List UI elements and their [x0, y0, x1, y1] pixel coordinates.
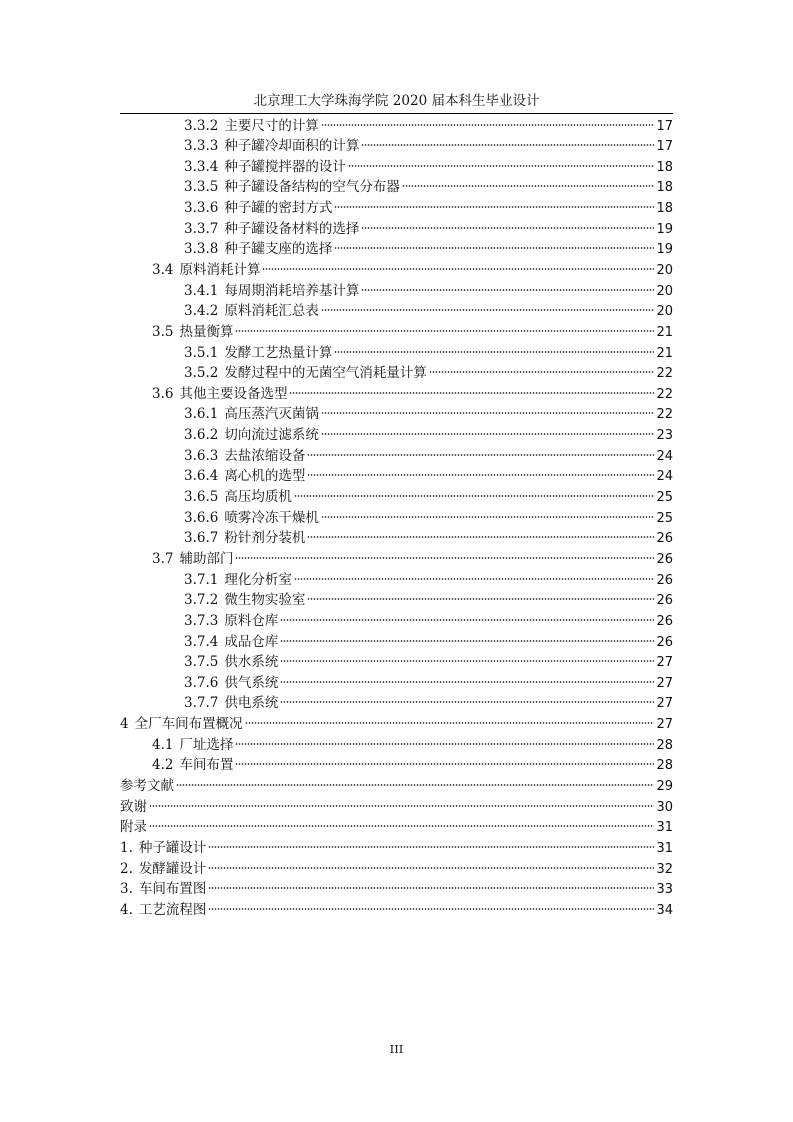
- toc-entry[interactable]: [120, 817, 673, 838]
- toc-entry[interactable]: [120, 239, 673, 260]
- toc-entry[interactable]: [120, 322, 673, 343]
- toc-entry-page: 26: [656, 593, 673, 609]
- toc-entry-label: 发酵工艺热量计算: [224, 344, 333, 361]
- toc-entry-label: 供水系统: [224, 654, 279, 671]
- toc-entry-page: 20: [656, 283, 673, 299]
- toc-entry-page: 21: [656, 345, 673, 361]
- toc-entry-number: 2.: [120, 860, 133, 877]
- toc-entry-label: 高压均质机: [224, 489, 292, 506]
- toc-entry-page: 24: [656, 469, 673, 485]
- page-number: III: [389, 1042, 404, 1056]
- toc-entry-number: 3.5.2: [184, 365, 219, 382]
- toc-entry-page: 23: [656, 428, 673, 444]
- toc-entry[interactable]: [120, 136, 673, 157]
- toc-entry-label: 原料消耗计算: [179, 261, 261, 278]
- dot-leader: [361, 289, 654, 291]
- header-rule: [120, 113, 673, 114]
- toc-entry[interactable]: [120, 611, 673, 632]
- dot-leader: [294, 495, 655, 497]
- toc-entry-page: 25: [656, 490, 673, 506]
- toc-entry-number: 3.4.2: [184, 303, 219, 320]
- dot-leader: [280, 640, 654, 642]
- toc-entry-label: 热量衡算: [179, 323, 234, 340]
- toc-entry-number: 3.7.3: [184, 612, 219, 629]
- toc-entry-number: 3.7.7: [184, 695, 219, 712]
- toc-entry-label: 种子罐支座的选择: [224, 241, 333, 258]
- toc-entry-page: 26: [656, 572, 673, 588]
- dot-leader: [280, 619, 654, 621]
- toc-entry-page: 30: [656, 799, 673, 815]
- toc-entry-number: 3.4: [152, 261, 174, 278]
- dot-leader: [321, 124, 655, 126]
- toc-entry[interactable]: [120, 673, 673, 694]
- toc-entry-page: 19: [656, 242, 673, 258]
- toc-entry[interactable]: [120, 549, 673, 570]
- dot-leader: [235, 763, 654, 765]
- toc-entry-number: 1.: [120, 839, 133, 856]
- toc-entry[interactable]: [120, 177, 673, 198]
- toc-entry-page: 26: [656, 634, 673, 650]
- toc-entry-page: 26: [656, 551, 673, 567]
- toc-entry-label: 离心机的选型: [224, 468, 306, 485]
- toc-entry[interactable]: [120, 198, 673, 219]
- toc-entry-label: 工艺流程图: [138, 901, 207, 918]
- toc-entry-number: 3.6.3: [184, 447, 219, 464]
- dot-leader: [235, 330, 654, 332]
- dot-leader: [307, 598, 654, 600]
- toc-entry-label: 理化分析室: [224, 571, 292, 588]
- dot-leader: [149, 805, 654, 807]
- toc-entry-page: 31: [656, 840, 673, 856]
- toc-entry-label: 成品仓库: [224, 633, 279, 650]
- toc-entry[interactable]: [120, 570, 673, 591]
- toc-entry-page: 18: [656, 180, 673, 196]
- toc-entry-label: 其他主要设备选型: [179, 385, 288, 402]
- toc-entry[interactable]: [120, 384, 673, 405]
- dot-leader: [294, 578, 655, 580]
- toc-entry-number: 4.1: [152, 736, 174, 753]
- dot-leader: [321, 412, 655, 414]
- toc-entry-number: 3.7.6: [184, 674, 219, 691]
- toc-entry-number: 3.3.2: [184, 117, 219, 134]
- toc-entry[interactable]: [120, 343, 673, 364]
- toc-entry-page: 19: [656, 221, 673, 237]
- toc-entry[interactable]: [120, 116, 673, 137]
- toc-entry-label: 种子罐冷却面积的计算: [224, 138, 360, 155]
- toc-entry-label: 参考文献: [120, 778, 174, 794]
- toc-entry-number: 3.6.4: [184, 468, 219, 485]
- toc-entry-page: 27: [656, 655, 673, 671]
- toc-entry-number: 3.3.8: [184, 241, 219, 258]
- dot-leader: [321, 309, 655, 311]
- dot-leader: [334, 351, 654, 353]
- toc-entry-label: 供气系统: [224, 674, 279, 691]
- dot-leader: [361, 144, 654, 146]
- toc-entry-page: 29: [656, 779, 673, 794]
- toc-entry-number: 3.7.1: [184, 571, 219, 588]
- toc-entry[interactable]: [120, 590, 673, 611]
- toc-entry-label: 车间布置图: [138, 881, 207, 898]
- toc-entry-number: 3.6: [152, 385, 174, 402]
- dot-leader: [245, 722, 655, 724]
- toc-entry-label: 微生物实验室: [224, 592, 306, 609]
- toc-entry[interactable]: [120, 652, 673, 673]
- toc-entry-label: 附录: [120, 819, 147, 836]
- toc-entry-number: 3.6.2: [184, 427, 219, 444]
- toc-entry[interactable]: [120, 528, 673, 549]
- toc-entry[interactable]: [120, 838, 673, 859]
- dot-leader: [208, 908, 654, 910]
- toc-entry-label: 种子罐设备结构的空气分布器: [224, 179, 400, 196]
- toc-entry-label: 喷雾冷冻干燥机: [224, 509, 319, 526]
- toc-entry-page: 21: [656, 324, 673, 340]
- toc-entry-page: 22: [656, 366, 673, 382]
- dot-leader: [307, 474, 654, 476]
- dot-leader: [280, 660, 654, 662]
- toc-entry[interactable]: [120, 776, 673, 797]
- dot-leader: [280, 681, 654, 683]
- toc-entry-number: 4.: [120, 901, 133, 918]
- toc-entry-label: 供电系统: [224, 695, 279, 712]
- toc-entry-page: 22: [656, 407, 673, 423]
- toc-entry-label: 辅助部门: [179, 550, 234, 567]
- toc-entry-page: 18: [656, 159, 673, 175]
- toc-entry-number: 3.7.5: [184, 654, 219, 671]
- toc-entry-page: 17: [656, 118, 673, 134]
- toc-entry[interactable]: [120, 859, 673, 880]
- toc-entry-number: 3.6.7: [184, 530, 219, 547]
- dot-leader: [334, 206, 654, 208]
- toc-entry-page: 25: [656, 510, 673, 526]
- toc-entry-number: 3.5: [152, 323, 174, 340]
- toc-entry-label: 全厂车间布置概况: [134, 716, 243, 733]
- toc-entry-label: 发酵过程中的无菌空气消耗量计算: [224, 365, 427, 382]
- toc-entry-page: 28: [656, 758, 673, 774]
- toc-entry-page: 22: [656, 386, 673, 402]
- toc-entry-number: 3.7: [152, 550, 174, 567]
- dot-leader: [208, 887, 654, 889]
- toc-entry-number: 3.6.1: [184, 406, 219, 423]
- dot-leader: [307, 454, 654, 456]
- dot-leader: [262, 268, 654, 270]
- toc-entry-label: 主要尺寸的计算: [224, 117, 319, 134]
- dot-leader: [176, 784, 654, 786]
- dot-leader: [361, 227, 654, 229]
- toc-entry-page: 27: [656, 675, 673, 691]
- toc-entry-number: 3.: [120, 881, 133, 898]
- toc-entry-page: 18: [656, 201, 673, 217]
- toc-entry-number: 3.3.3: [184, 138, 219, 155]
- toc-entry-page: 34: [656, 902, 673, 918]
- toc-entry-page: 17: [656, 139, 673, 155]
- toc-entry-page: 27: [656, 696, 673, 712]
- toc-entry[interactable]: [120, 487, 673, 508]
- toc-entry-label: 种子罐设备材料的选择: [224, 220, 360, 237]
- toc-entry[interactable]: [120, 219, 673, 240]
- toc-entry[interactable]: [120, 508, 673, 529]
- dot-leader: [348, 165, 655, 167]
- toc-entry-label: 致谢: [120, 798, 147, 815]
- toc-entry-page: 28: [656, 737, 673, 753]
- toc-entry[interactable]: [120, 632, 673, 653]
- toc-entry[interactable]: [120, 363, 673, 384]
- toc-entry-label: 种子罐设计: [138, 839, 207, 856]
- toc-entry-page: 20: [656, 262, 673, 278]
- toc-entry[interactable]: [120, 755, 673, 776]
- dot-leader: [289, 392, 654, 394]
- toc-entry-number: 3.3.7: [184, 220, 219, 237]
- toc-entry-label: 车间布置: [179, 757, 234, 774]
- dot-leader: [321, 516, 655, 518]
- dot-leader: [280, 701, 654, 703]
- dot-leader: [334, 247, 654, 249]
- toc-entry[interactable]: [120, 281, 673, 302]
- toc-entry[interactable]: [120, 260, 673, 281]
- dot-leader: [235, 743, 654, 745]
- toc-entry-label: 切向流过滤系统: [224, 427, 319, 444]
- toc-entry-number: 3.3.5: [184, 179, 219, 196]
- toc-entry-number: 3.3.6: [184, 200, 219, 217]
- toc-entry-page: 33: [656, 882, 673, 898]
- table-of-contents: [120, 116, 673, 921]
- toc-entry-number: 4.2: [152, 757, 174, 774]
- toc-entry-page: 20: [656, 304, 673, 320]
- dot-leader: [321, 433, 655, 435]
- toc-entry[interactable]: [120, 466, 673, 487]
- toc-entry[interactable]: [120, 735, 673, 756]
- toc-entry[interactable]: [120, 797, 673, 818]
- toc-entry-label: 厂址选择: [179, 736, 234, 753]
- toc-entry-page: 26: [656, 613, 673, 629]
- toc-entry-label: 种子罐搅拌器的设计: [224, 158, 346, 175]
- toc-entry-number: 3.4.1: [184, 282, 219, 299]
- toc-entry-label: 高压蒸汽灭菌锅: [224, 406, 319, 423]
- toc-entry-label: 原料消耗汇总表: [224, 303, 319, 320]
- toc-entry-number: 4: [120, 716, 129, 733]
- toc-entry-page: 26: [656, 531, 673, 547]
- toc-entry-page: 27: [656, 717, 673, 733]
- toc-entry-page: 24: [656, 448, 673, 464]
- toc-entry-number: 3.5.1: [184, 344, 219, 361]
- toc-entry[interactable]: [120, 301, 673, 322]
- toc-entry-label: 每周期消耗培养基计算: [224, 282, 360, 299]
- dot-leader: [235, 557, 654, 559]
- toc-entry-number: 3.7.4: [184, 633, 219, 650]
- toc-entry-number: 3.3.4: [184, 158, 219, 175]
- toc-entry[interactable]: [120, 157, 673, 178]
- dot-leader: [208, 846, 654, 848]
- toc-entry[interactable]: [120, 446, 673, 467]
- toc-entry[interactable]: [120, 879, 673, 900]
- toc-entry[interactable]: [120, 404, 673, 425]
- page-header: 北京理工大学珠海学院 2020 届本科生毕业设计: [253, 93, 540, 109]
- toc-entry[interactable]: [120, 900, 673, 921]
- toc-entry-page: 32: [656, 861, 673, 877]
- toc-entry-number: 3.7.2: [184, 592, 219, 609]
- toc-entry[interactable]: [120, 425, 673, 446]
- toc-entry-label: 去盐浓缩设备: [224, 447, 306, 464]
- toc-entry-label: 种子罐的密封方式: [224, 200, 333, 217]
- toc-entry[interactable]: [120, 714, 673, 735]
- toc-entry-label: 原料仓库: [224, 612, 279, 629]
- toc-entry[interactable]: [120, 693, 673, 714]
- dot-leader: [402, 185, 655, 187]
- dot-leader: [149, 825, 654, 827]
- dot-leader: [208, 867, 654, 869]
- toc-entry-label: 发酵罐设计: [138, 860, 207, 877]
- toc-entry-number: 3.6.5: [184, 489, 219, 506]
- toc-entry-number: 3.6.6: [184, 509, 219, 526]
- dot-leader: [429, 371, 655, 373]
- dot-leader: [307, 536, 654, 538]
- toc-entry-page: 31: [656, 820, 673, 836]
- toc-entry-label: 粉针剂分装机: [224, 530, 306, 547]
